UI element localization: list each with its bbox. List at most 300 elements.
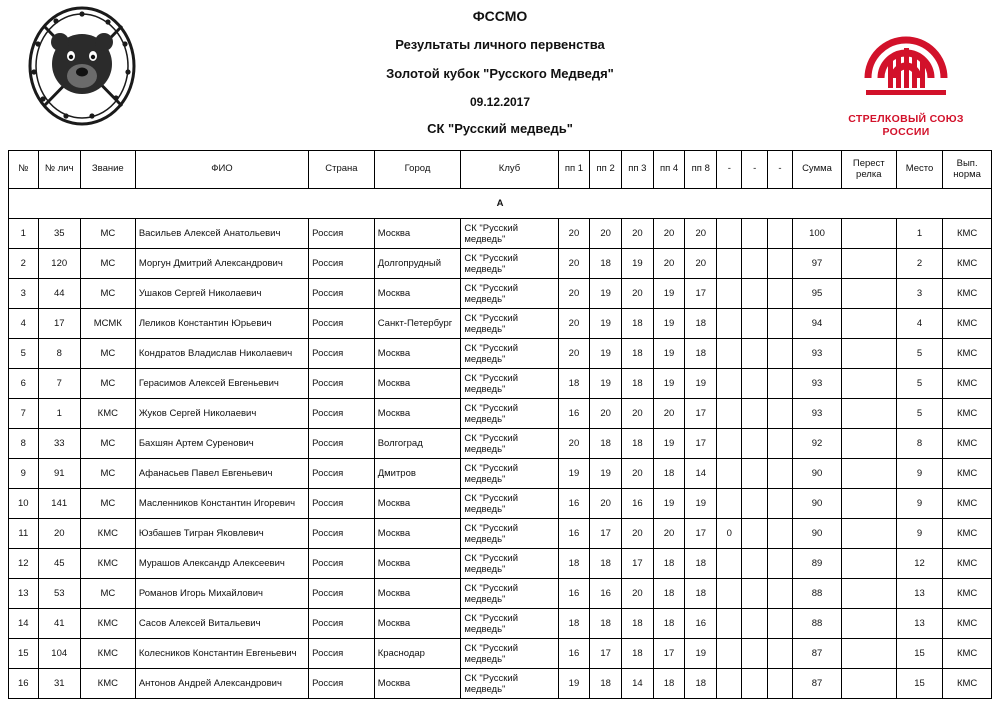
cell-series-3: 18 [622,639,654,669]
group-header-row [9,189,992,219]
cell-num: 11 [9,519,39,549]
cell-blank-2 [742,309,767,339]
cell-series-1: 16 [558,399,590,429]
cell-reset [841,219,896,249]
cell-reset [841,489,896,519]
cell-norm: КМС [943,489,992,519]
cell-series-4: 19 [653,339,685,369]
cell-place: 5 [896,399,943,429]
cell-series-4: 19 [653,489,685,519]
cell-city: Долгопрудный [374,249,461,279]
competition-title: Золотой кубок "Русского Медведя" [386,66,614,82]
cell-series-8: 17 [685,429,717,459]
shooting-union-logo [826,2,986,142]
cell-name: Герасимов Алексей Евгеньевич [135,369,308,399]
table-head [9,151,992,189]
cell-name: Ушаков Сергей Николаевич [135,279,308,309]
cell-blank-1 [717,399,742,429]
cell-blank-1 [717,549,742,579]
cell-num: 1 [9,219,39,249]
cell-blank-3 [767,429,792,459]
cell-series-2: 18 [590,609,622,639]
cell-blank-3 [767,279,792,309]
cell-series-4: 19 [653,309,685,339]
cell-series-3: 17 [622,549,654,579]
cell-blank-2 [742,639,767,669]
cell-reset [841,279,896,309]
cell-club: СК "Русский медведь" [461,549,558,579]
cell-series-3: 18 [622,429,654,459]
cell-blank-1 [717,219,742,249]
cell-norm: КМС [943,459,992,489]
table-row [9,279,992,309]
cell-city: Москва [374,579,461,609]
cell-rank: МС [80,489,135,519]
cell-norm: КМС [943,309,992,339]
cell-rank: МС [80,429,135,459]
cell-country: Россия [309,309,375,339]
cell-blank-3 [767,489,792,519]
cell-series-4: 19 [653,279,685,309]
cell-norm: КМС [943,339,992,369]
cell-num: 5 [9,339,39,369]
cell-blank-3 [767,399,792,429]
cell-club: СК "Русский медведь" [461,519,558,549]
cell-norm: КМС [943,549,992,579]
table-row [9,609,992,639]
cell-reset [841,459,896,489]
cell-rank: КМС [80,549,135,579]
cell-series-3: 18 [622,339,654,369]
cell-country: Россия [309,459,375,489]
table-row [9,489,992,519]
bear-club-emblem-icon [18,2,148,130]
table-row [9,519,992,549]
cell-series-4: 20 [653,249,685,279]
cell-reset [841,639,896,669]
cell-series-4: 20 [653,399,685,429]
competition-venue: СК "Русский медведь" [427,120,573,136]
cell-series-3: 16 [622,489,654,519]
col-header-series-1: пп 1 [558,151,590,189]
cell-country: Россия [309,399,375,429]
cell-series-1: 20 [558,309,590,339]
cell-series-2: 19 [590,459,622,489]
cell-sum: 97 [793,249,842,279]
cell-series-8: 19 [685,639,717,669]
cell-place: 5 [896,369,943,399]
col-header-name: ФИО [135,151,308,189]
cell-name: Леликов Константин Юрьевич [135,309,308,339]
cell-series-3: 19 [622,249,654,279]
cell-blank-1 [717,309,742,339]
cell-license: 120 [38,249,80,279]
cell-sum: 94 [793,309,842,339]
cell-place: 13 [896,609,943,639]
cell-reset [841,519,896,549]
cell-country: Россия [309,639,375,669]
cell-blank-3 [767,309,792,339]
cell-country: Россия [309,579,375,609]
cell-city: Москва [374,519,461,549]
cell-blank-1 [717,669,742,699]
cell-series-4: 19 [653,429,685,459]
cell-series-8: 19 [685,489,717,519]
cell-series-3: 20 [622,399,654,429]
results-table [8,150,992,699]
cell-club: СК "Русский медведь" [461,249,558,279]
cell-city: Москва [374,219,461,249]
cell-sum: 87 [793,639,842,669]
union-name-line-2: РОССИИ [882,125,930,138]
cell-club: СК "Русский медведь" [461,399,558,429]
cell-sum: 90 [793,459,842,489]
cell-blank-3 [767,549,792,579]
cell-reset [841,549,896,579]
cell-blank-2 [742,339,767,369]
cell-sum: 100 [793,219,842,249]
cell-license: 91 [38,459,80,489]
cell-series-1: 16 [558,489,590,519]
cell-series-1: 20 [558,339,590,369]
table-row [9,309,992,339]
cell-rank: МС [80,579,135,609]
cell-country: Россия [309,609,375,639]
cell-blank-3 [767,609,792,639]
col-header-blank-1: - [717,151,742,189]
cell-blank-2 [742,669,767,699]
cell-name: Моргун Дмитрий Александрович [135,249,308,279]
group-label: А [9,189,992,219]
cell-club: СК "Русский медведь" [461,369,558,399]
cell-series-1: 18 [558,549,590,579]
cell-series-4: 17 [653,639,685,669]
cell-blank-1 [717,459,742,489]
cell-reset [841,579,896,609]
cell-blank-2 [742,609,767,639]
cell-series-8: 18 [685,309,717,339]
cell-num: 9 [9,459,39,489]
cell-sum: 93 [793,339,842,369]
cell-city: Москва [374,399,461,429]
cell-num: 4 [9,309,39,339]
cell-city: Краснодар [374,639,461,669]
cell-license: 1 [38,399,80,429]
cell-country: Россия [309,279,375,309]
cell-name: Масленников Константин Игоревич [135,489,308,519]
col-header-blank-3: - [767,151,792,189]
cell-city: Москва [374,339,461,369]
cell-series-4: 20 [653,219,685,249]
cell-sum: 90 [793,489,842,519]
col-header-norm: Вып. норма [943,151,992,189]
cell-blank-1 [717,339,742,369]
cell-norm: КМС [943,399,992,429]
cell-country: Россия [309,429,375,459]
cell-num: 8 [9,429,39,459]
cell-series-4: 20 [653,519,685,549]
cell-name: Афанасьев Павел Евгеньевич [135,459,308,489]
col-header-lic: № лич [38,151,80,189]
cell-place: 15 [896,639,943,669]
cell-place: 4 [896,309,943,339]
cell-blank-2 [742,429,767,459]
cell-blank-1 [717,489,742,519]
cell-city: Москва [374,609,461,639]
cell-blank-3 [767,519,792,549]
cell-license: 53 [38,579,80,609]
col-header-reset: Перест релка [841,151,896,189]
cell-series-1: 19 [558,669,590,699]
table-row [9,459,992,489]
cell-series-2: 18 [590,249,622,279]
table-row [9,549,992,579]
cell-name: Васильев Алексей Анатольевич [135,219,308,249]
cell-series-2: 19 [590,369,622,399]
cell-city: Дмитров [374,459,461,489]
cell-series-4: 18 [653,459,685,489]
col-header-series-4: пп 4 [653,151,685,189]
col-header-club: Клуб [461,151,558,189]
cell-city: Москва [374,369,461,399]
cell-series-2: 16 [590,579,622,609]
cell-num: 2 [9,249,39,279]
cell-series-3: 18 [622,309,654,339]
organization-title: ФССМО [472,8,528,24]
cell-series-1: 16 [558,639,590,669]
cell-license: 8 [38,339,80,369]
cell-club: СК "Русский медведь" [461,429,558,459]
cell-series-2: 18 [590,429,622,459]
cell-norm: КМС [943,369,992,399]
results-subtitle: Результаты личного первенства [395,37,605,53]
cell-series-1: 16 [558,519,590,549]
cell-series-8: 16 [685,609,717,639]
col-header-rank: Звание [80,151,135,189]
cell-place: 8 [896,429,943,459]
cell-series-3: 18 [622,369,654,399]
cell-rank: МС [80,369,135,399]
cell-reset [841,669,896,699]
cell-series-8: 17 [685,279,717,309]
cell-series-8: 18 [685,669,717,699]
cell-rank: МСМК [80,309,135,339]
cell-blank-3 [767,459,792,489]
cell-sum: 87 [793,669,842,699]
cell-series-2: 19 [590,339,622,369]
cell-num: 7 [9,399,39,429]
cell-series-1: 20 [558,429,590,459]
cell-blank-1 [717,249,742,279]
cell-license: 35 [38,219,80,249]
cell-sum: 93 [793,369,842,399]
cell-norm: КМС [943,669,992,699]
cell-license: 20 [38,519,80,549]
cell-series-1: 19 [558,459,590,489]
cell-series-8: 19 [685,369,717,399]
cell-num: 6 [9,369,39,399]
cell-name: Колесников Константин Евгеньевич [135,639,308,669]
cell-license: 7 [38,369,80,399]
cell-series-2: 20 [590,219,622,249]
cell-license: 41 [38,609,80,639]
table-header-row [9,151,992,189]
cell-blank-1 [717,639,742,669]
cell-rank: МС [80,339,135,369]
cell-country: Россия [309,339,375,369]
union-name-line-1: СТРЕЛКОВЫЙ СОЮЗ [848,113,964,125]
cell-country: Россия [309,669,375,699]
table-row [9,369,992,399]
cell-series-2: 18 [590,549,622,579]
cell-series-8: 20 [685,249,717,279]
table-row [9,579,992,609]
cell-blank-1 [717,369,742,399]
cell-norm: КМС [943,639,992,669]
cell-num: 14 [9,609,39,639]
cell-reset [841,339,896,369]
cell-rank: МС [80,219,135,249]
cell-norm: КМС [943,609,992,639]
cell-norm: КМС [943,219,992,249]
cell-blank-3 [767,579,792,609]
cell-series-2: 20 [590,399,622,429]
cell-rank: КМС [80,669,135,699]
cell-club: СК "Русский медведь" [461,579,558,609]
cell-name: Кондратов Владислав Николаевич [135,339,308,369]
target-icon [826,2,986,106]
cell-series-8: 18 [685,339,717,369]
header-title-block [200,8,800,137]
cell-sum: 93 [793,399,842,429]
table-body [9,189,992,699]
cell-name: Сасов Алексей Витальевич [135,609,308,639]
cell-club: СК "Русский медведь" [461,219,558,249]
cell-series-8: 17 [685,519,717,549]
cell-place: 5 [896,339,943,369]
cell-place: 12 [896,549,943,579]
cell-series-3: 20 [622,519,654,549]
cell-blank-2 [742,249,767,279]
cell-club: СК "Русский медведь" [461,459,558,489]
cell-series-1: 20 [558,219,590,249]
cell-series-4: 18 [653,579,685,609]
cell-rank: КМС [80,399,135,429]
cell-place: 9 [896,519,943,549]
cell-sum: 89 [793,549,842,579]
cell-name: Романов Игорь Михайлович [135,579,308,609]
cell-series-1: 20 [558,279,590,309]
cell-rank: МС [80,459,135,489]
competition-date: 09.12.2017 [469,94,531,109]
col-header-country: Страна [309,151,375,189]
col-header-num: № [9,151,39,189]
cell-country: Россия [309,249,375,279]
col-header-place: Место [896,151,943,189]
cell-blank-3 [767,219,792,249]
col-header-series-8: пп 8 [685,151,717,189]
table-row [9,219,992,249]
cell-series-8: 14 [685,459,717,489]
cell-sum: 88 [793,609,842,639]
cell-num: 15 [9,639,39,669]
cell-blank-3 [767,639,792,669]
cell-blank-2 [742,549,767,579]
cell-series-8: 18 [685,549,717,579]
cell-club: СК "Русский медведь" [461,669,558,699]
cell-license: 17 [38,309,80,339]
table-row [9,669,992,699]
cell-num: 16 [9,669,39,699]
table-row [9,249,992,279]
cell-place: 9 [896,489,943,519]
cell-series-4: 19 [653,369,685,399]
cell-reset [841,429,896,459]
cell-series-3: 20 [622,279,654,309]
cell-series-3: 14 [622,669,654,699]
cell-series-3: 20 [622,219,654,249]
cell-country: Россия [309,549,375,579]
cell-sum: 92 [793,429,842,459]
cell-rank: МС [80,249,135,279]
cell-num: 12 [9,549,39,579]
cell-license: 31 [38,669,80,699]
cell-club: СК "Русский медведь" [461,609,558,639]
cell-city: Москва [374,549,461,579]
cell-license: 33 [38,429,80,459]
cell-club: СК "Русский медведь" [461,309,558,339]
cell-rank: МС [80,279,135,309]
cell-series-3: 20 [622,459,654,489]
cell-license: 104 [38,639,80,669]
cell-rank: КМС [80,639,135,669]
col-header-series-2: пп 2 [590,151,622,189]
cell-license: 45 [38,549,80,579]
cell-club: СК "Русский медведь" [461,339,558,369]
cell-blank-1: 0 [717,519,742,549]
cell-blank-1 [717,579,742,609]
cell-blank-2 [742,459,767,489]
cell-series-2: 17 [590,639,622,669]
cell-series-3: 20 [622,579,654,609]
cell-name: Мурашов Александр Алексеевич [135,549,308,579]
cell-reset [841,369,896,399]
table-row [9,339,992,369]
cell-norm: КМС [943,429,992,459]
cell-series-8: 17 [685,399,717,429]
cell-country: Россия [309,219,375,249]
cell-series-1: 18 [558,369,590,399]
cell-sum: 90 [793,519,842,549]
cell-rank: КМС [80,519,135,549]
cell-norm: КМС [943,279,992,309]
cell-blank-2 [742,489,767,519]
cell-reset [841,399,896,429]
cell-place: 3 [896,279,943,309]
cell-blank-2 [742,399,767,429]
cell-series-2: 17 [590,519,622,549]
cell-series-2: 19 [590,279,622,309]
table-row [9,639,992,669]
cell-blank-1 [717,609,742,639]
cell-reset [841,309,896,339]
cell-club: СК "Русский медведь" [461,279,558,309]
cell-blank-2 [742,369,767,399]
cell-rank: КМС [80,609,135,639]
cell-name: Жуков Сергей Николаевич [135,399,308,429]
cell-norm: КМС [943,519,992,549]
cell-name: Бахшян Артем Суренович [135,429,308,459]
